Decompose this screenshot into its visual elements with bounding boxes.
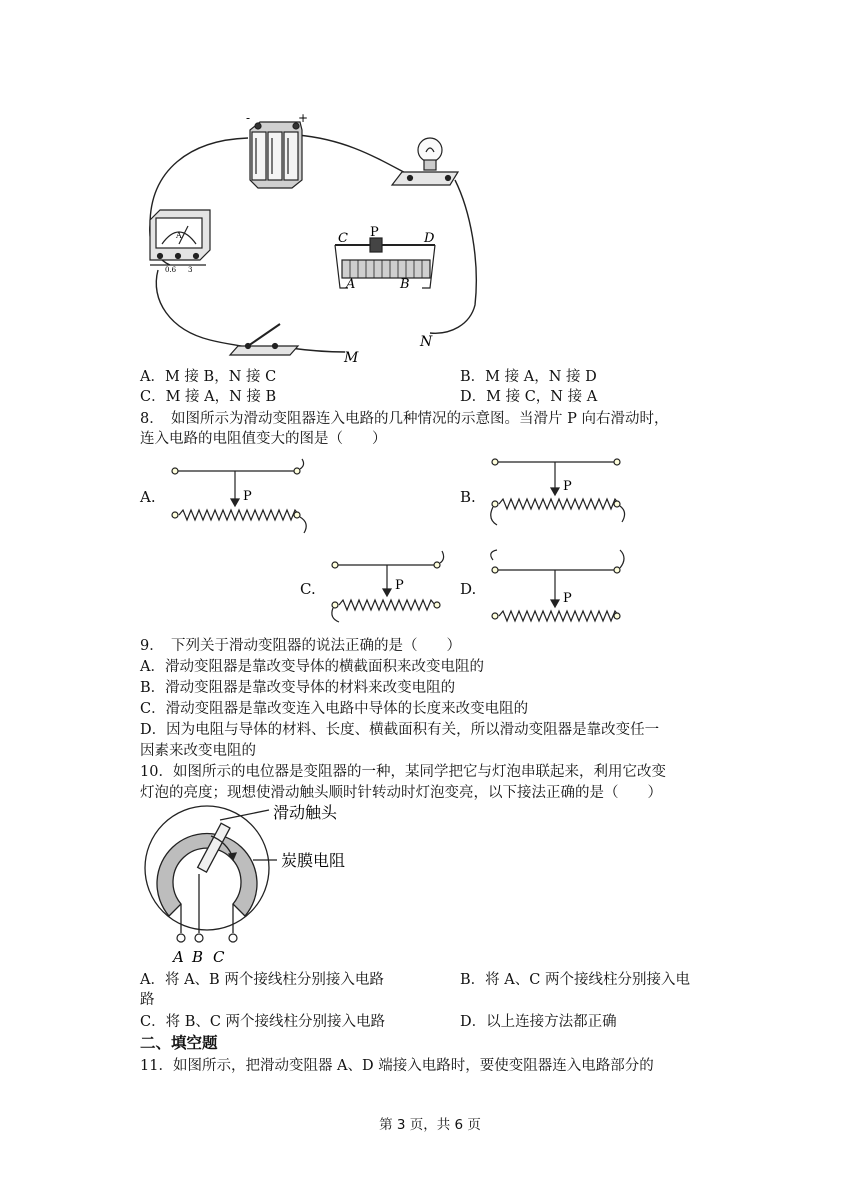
wire-n-label: N — [420, 334, 433, 350]
ammeter-a-label: A — [176, 231, 182, 240]
q7-option-c: C．M 接 A，N 接 B — [140, 389, 277, 405]
q10-option-d: D．以上连接方法都正确 — [460, 1014, 617, 1030]
q10-terminal-c: C — [213, 948, 225, 966]
q8-diagram-b-label: B. — [460, 488, 476, 506]
q10-terminal-b: B — [192, 948, 204, 966]
battery-minus-label: - — [246, 111, 251, 125]
section2-heading: 二、填空题 — [140, 1034, 218, 1052]
rheostat-c-label: C — [338, 231, 348, 246]
lamp-icon — [392, 138, 458, 185]
q8-slider-p-d: P — [563, 591, 572, 606]
q8-slider-p-c: P — [395, 578, 404, 593]
q7-option-d: D．M 接 C，N 接 A — [460, 389, 598, 405]
q8-slider-p-b: P — [563, 479, 572, 494]
q10-stem-line2: 灯泡的亮度；现想使滑动触头顺时针转动时灯泡变亮，以下接法正确的是（ ） — [140, 785, 662, 801]
q9-option-d-line1: D．因为电阻与导体的材料、长度、横截面积有关，所以滑动变阻器是靠改变任一 — [140, 722, 660, 738]
switch-icon — [230, 324, 298, 355]
q9-stem: 9． 下列关于滑动变阻器的说法正确的是（ ） — [140, 638, 461, 654]
q8-stem-line2: 连入电路的电阻值变大的图是（ ） — [140, 431, 387, 447]
q8-diagram-c — [325, 545, 460, 625]
q8-diagram-d-label: D. — [460, 580, 477, 598]
q9-option-d-line2: 因素来改变电阻的 — [140, 743, 256, 759]
q8-diagram-a-label: A. — [140, 488, 156, 506]
q8-stem-line1: 8． 如图所示为滑动变阻器连入电路的几种情况的示意图。当滑片 P 向右滑动时， — [140, 411, 669, 427]
q9-option-a: A．滑动变阻器是靠改变导体的横截面积来改变电阻的 — [140, 659, 484, 675]
q10-option-c: C．将 B、C 两个接线柱分别接入电路 — [140, 1014, 386, 1030]
q10-option-b-wrap: 路 — [140, 992, 155, 1008]
q8-diagram-b — [485, 452, 645, 532]
ammeter-tick-3: 3 — [188, 266, 193, 274]
rheostat-p-label: P — [370, 225, 379, 240]
q7-option-b: B．M 接 A，N 接 D — [460, 369, 597, 385]
q7-option-a: A．M 接 B，N 接 C — [140, 369, 277, 385]
q10-potentiometer-figure — [135, 800, 395, 970]
q7-circuit-figure — [130, 100, 490, 370]
q8-slider-p-a: P — [243, 489, 252, 504]
rheostat-b-label: B — [400, 277, 410, 292]
wire-m-label: M — [344, 350, 359, 366]
q8-diagram-d — [485, 548, 645, 633]
q10-carbon-film-label: 炭膜电阻 — [281, 851, 346, 870]
q11-stem-line1: 11．如图所示，把滑动变阻器 A、D 端接入电路时，要使变阻器连入电路部分的 — [140, 1058, 654, 1074]
rheostat-a-label: A — [346, 277, 356, 292]
q10-terminal-a: A — [173, 948, 184, 966]
q9-option-c: C．滑动变阻器是靠改变连入电路中导体的长度来改变电阻的 — [140, 701, 529, 717]
rheostat-d-label: D — [424, 231, 435, 246]
battery-icon — [250, 122, 302, 188]
ammeter-tick-06: 0.6 — [165, 266, 177, 274]
battery-plus-label: + — [298, 111, 309, 125]
q10-stem-line1: 10．如图所示的电位器是变阻器的一种，某同学把它与灯泡串联起来，利用它改变 — [140, 764, 666, 780]
q9-option-b: B．滑动变阻器是靠改变导体的材料来改变电阻的 — [140, 680, 456, 696]
q10-option-a: A．将 A、B 两个接线柱分别接入电路 — [140, 972, 384, 988]
page-footer: 第 3 页，共 6 页 — [379, 1117, 481, 1133]
q8-diagram-c-label: C. — [300, 580, 316, 598]
q10-slider-contact-label: 滑动触头 — [273, 803, 338, 822]
q8-diagram-a — [165, 455, 325, 535]
q10-option-b: B．将 A、C 两个接线柱分别接入电 — [460, 972, 690, 988]
